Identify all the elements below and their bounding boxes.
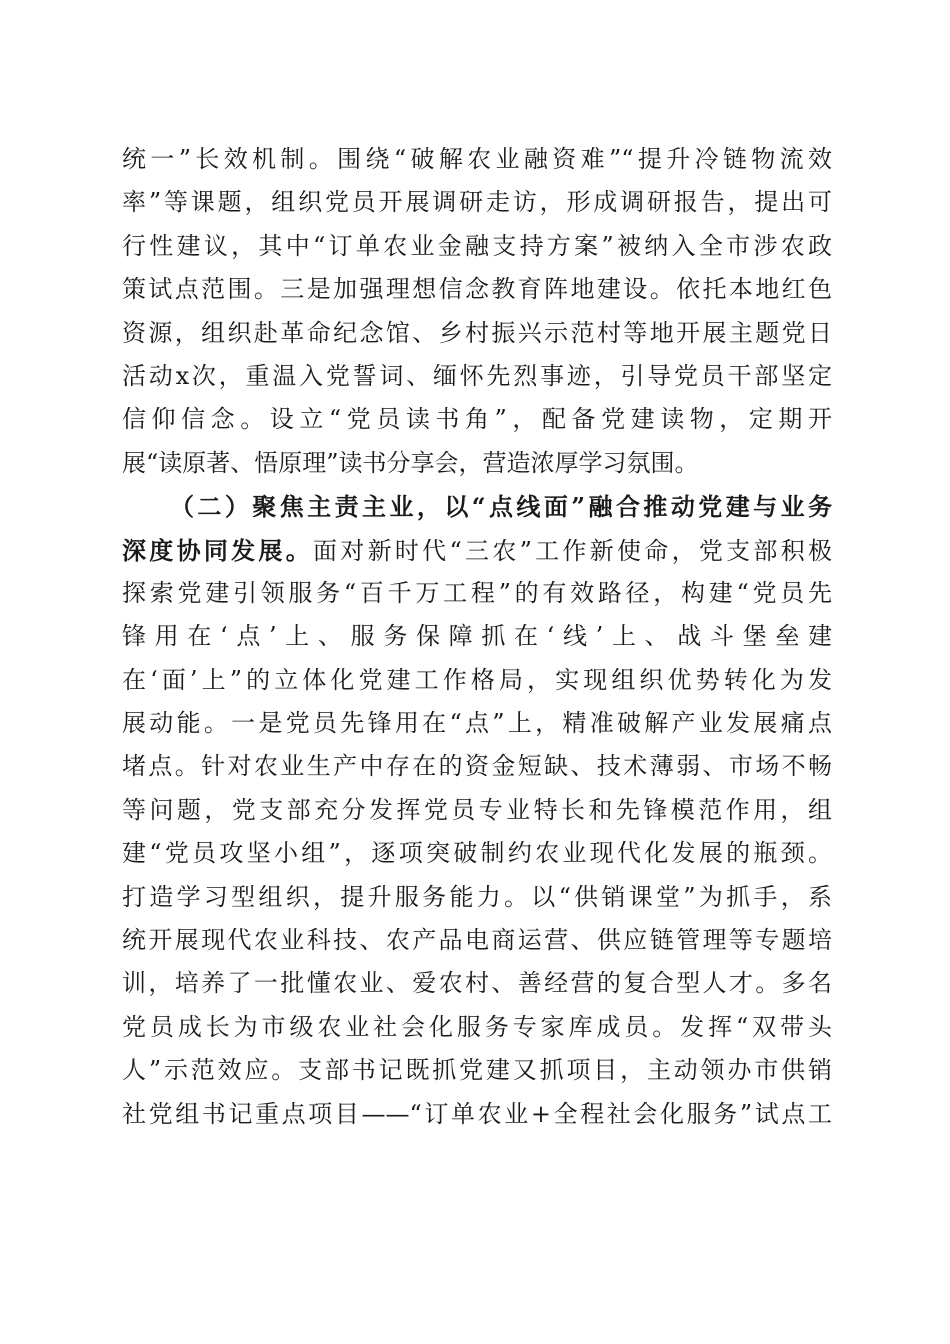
text-line-17: 建“党员攻坚小组”，逐项突破制约农业现代化发展的瓶颈。	[122, 839, 832, 868]
text-line-19: 统开展现代农业科技、农产品电商运营、供应链管理等专题培	[122, 926, 832, 955]
text-line-11: 探索党建引领服务“百千万工程”的有效路径，构建“党员先	[122, 578, 832, 607]
text-line-7: 信仰信念。设立“党员读书角”，配备党建读物，定期开	[122, 405, 832, 434]
text-line-8: 展“读原著、悟原理”读书分享会，营造浓厚学习氛围。	[122, 448, 699, 477]
section-heading-tail: 深度协同发展。	[122, 535, 314, 565]
text-line-5: 资源，组织赴革命纪念馆、乡村振兴示范村等地开展主题党日	[122, 318, 832, 347]
text-line-16: 等问题，党支部充分发挥党员专业特长和先锋模范作用，组	[122, 795, 832, 824]
text-line-20: 训，培养了一批懂农业、爱农村、善经营的复合型人才。多名	[122, 969, 832, 998]
section-heading-line-2	[122, 529, 832, 572]
text-line-1: 统一”长效机制。围绕“破解农业融资难”“提升冷链物流效	[122, 145, 832, 173]
text-line-22: 人”示范效应。支部书记既抓党建又抓项目，主动领办市供销	[122, 1056, 832, 1085]
text-line-21: 党员成长为市级农业社会化服务专家库成员。发挥“双带头	[122, 1012, 832, 1041]
text-line-4: 策试点范围。三是加强理想信念教育阵地建设。依托本地红色	[122, 275, 832, 304]
text-line-6: 活动x次，重温入党誓词、缅怀先烈事迹，引导党员干部坚定	[122, 361, 832, 390]
text-line-15: 堵点。针对农业生产中存在的资金短缺、技术薄弱、市场不畅	[122, 752, 832, 781]
text-line-3: 行性建议，其中“订单农业金融支持方案”被纳入全市涉农政	[122, 231, 832, 260]
text-line-12: 锋用在‘点’上、服务保障抓在‘线’上、战斗堡垒建	[122, 622, 832, 651]
text-line-18: 打造学习型组织，提升服务能力。以“供销课堂”为抓手，系	[122, 882, 832, 911]
text-line-23: 社党组书记重点项目——“订单农业+全程社会化服务”试点工	[122, 1099, 832, 1128]
section-heading-line-1: （二）聚焦主责主业，以“点线面”融合推动党建与业务	[170, 492, 832, 522]
text-line-14: 展动能。一是党员先锋用在“点”上，精准破解产业发展痛点	[122, 709, 832, 738]
text-line-2: 率”等课题，组织党员开展调研走访，形成调研报告，提出可	[122, 188, 832, 217]
section-text-start: 面对新时代“三农”工作新使命，党支部积极	[313, 536, 832, 565]
body-text	[122, 138, 832, 1136]
text-line-13: 在‘面’上”的立体化党建工作格局，实现组织优势转化为发	[122, 665, 832, 694]
